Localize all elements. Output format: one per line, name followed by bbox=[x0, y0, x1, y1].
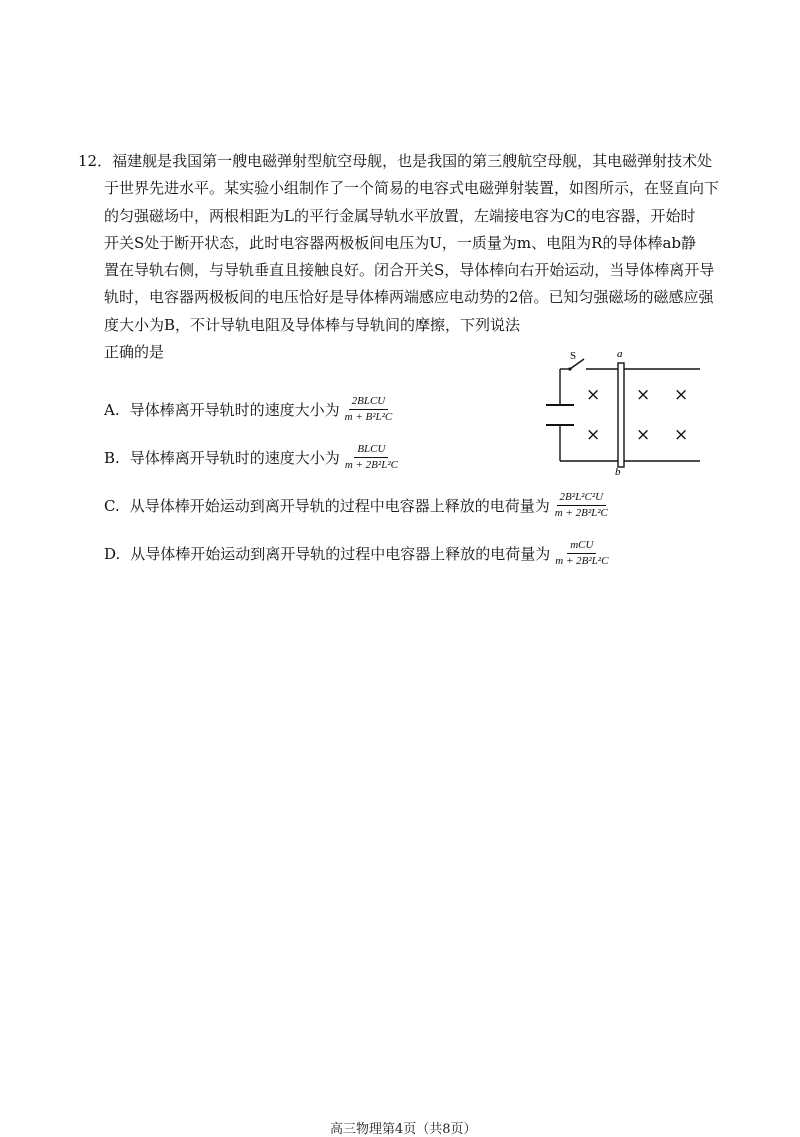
field-cross-3: × bbox=[674, 385, 689, 405]
rod-label-a: a bbox=[617, 348, 623, 360]
option-c-fraction: $\frac{\text{2B²L²C²U}}{\text{m + 2B²L²C}}$ bbox=[554, 491, 608, 519]
question-number: 12． bbox=[78, 152, 113, 170]
stem-line-8: 正确的是 bbox=[104, 343, 165, 362]
circuit-diagram bbox=[540, 345, 715, 475]
stem-line-5: 置在导轨右侧，与导轨垂直且接触良好。闭合开关S，导体棒向右开始运动，当导体棒离开导 bbox=[104, 261, 715, 280]
conductor-rod-ab bbox=[618, 363, 624, 467]
option-b-fraction: $\frac{\text{BLCU}}{\text{m + 2B²L²C}}$ bbox=[344, 443, 398, 471]
option-d[interactable]: D. 从导体棒开始运动到离开导轨的过程中电容器上释放的电荷量为 $\frac{\text{mCU}}{\text{m + 2B²L²C}}$ bbox=[104, 539, 611, 568]
option-a[interactable]: A. 导体棒离开导轨时的速度大小为 $\frac{\text{2BLCU}}{\text{m + B²L²C}}$ bbox=[104, 395, 395, 424]
stem-line-4: 开关S处于断开状态，此时电容器两极板间电压为U，一质量为m、电阻为R的导体棒ab静 bbox=[104, 233, 696, 252]
switch-label: S bbox=[570, 350, 577, 362]
rod-label-b: b bbox=[615, 466, 621, 475]
option-c[interactable]: C. 从导体棒开始运动到离开导轨的过程中电容器上释放的电荷量为 $\frac{\text{2B²L²C²U}}{\text{m + 2B²L²C}}$ bbox=[104, 491, 611, 520]
field-cross-5: × bbox=[636, 425, 651, 445]
option-a-fraction: $\frac{\text{2BLCU}}{\text{m + B²L²C}}$ bbox=[344, 395, 393, 423]
stem-line-6: 轨时，电容器两极板间的电压恰好是导体棒两端感应电动势的2倍。已知匀强磁场的磁感应强 bbox=[104, 288, 714, 307]
switch-pivot bbox=[568, 367, 571, 370]
field-cross-2: × bbox=[636, 385, 651, 405]
option-d-fraction: $\frac{\text{mCU}}{\text{m + 2B²L²C}}$ bbox=[555, 539, 609, 567]
field-cross-1: × bbox=[586, 385, 601, 405]
stem-line-3: 的匀强磁场中，两根相距为L的平行金属导轨水平放置，左端接电容为C的电容器，开始时 bbox=[104, 206, 696, 225]
option-b[interactable]: B. 导体棒离开导轨时的速度大小为 $\frac{\text{BLCU}}{\text{m + 2B²L²C}}$ bbox=[104, 443, 401, 472]
question-12-stem bbox=[78, 148, 718, 366]
stem-line-2: 于世界先进水平。某实验小组制作了一个简易的电容式电磁弹射装置，如图所示，在竖直向下 bbox=[104, 179, 720, 198]
field-cross-4: × bbox=[586, 425, 601, 445]
stem-line-1: 12．福建舰是我国第一艘电磁弹射型航空母舰，也是我国的第三艘航空母舰，其电磁弹射技术处 bbox=[78, 148, 718, 175]
stem-line-7: 度大小为B，不计导轨电阻及导体棒与导轨间的摩擦，下列说法 bbox=[104, 315, 521, 334]
field-cross-6: × bbox=[674, 425, 689, 445]
page-footer: 高三物理第4页（共8页） bbox=[330, 1122, 477, 1137]
